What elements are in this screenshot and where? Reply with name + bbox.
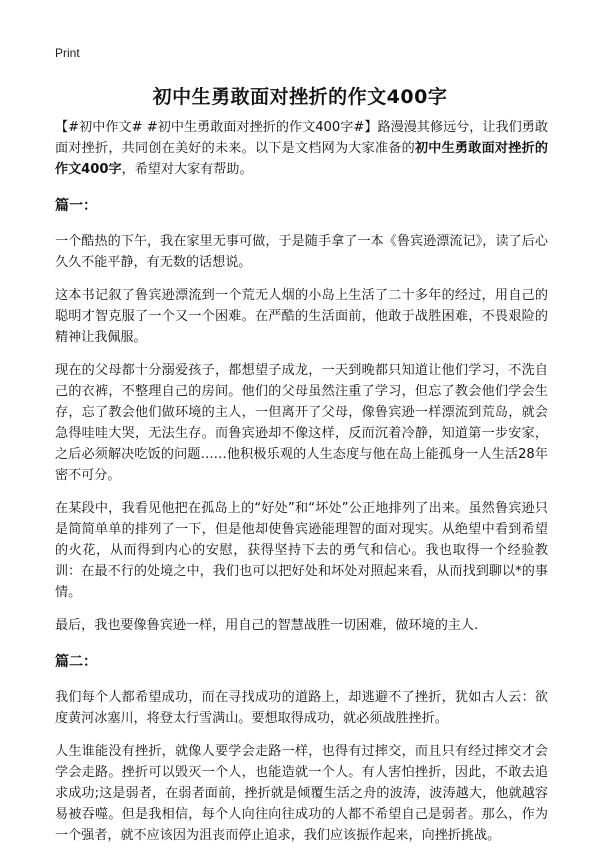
section-1-paragraph-3: 现在的父母都十分溺爱孩子，都想望子成龙，一天到晚都只知道让他们学习，不洗自己的衣裤，不整理自己的房间。他们的父母虽然注重了学习，但忘了教会他们学会生存，忘了教会他们做环境的主人，一但离开了父母，像鲁宾逊一样漂流到荒岛，就会急得哇哇大哭，无法生存。而鲁宾逊却不像这样，反而沉着冷静，知道第一步安家，之后必须解决吃饭的问题……他积极乐观的人生态度与他在岛上能孤身一人生活28年密不可分。: [55, 363, 548, 483]
article-body: [55, 117, 548, 858]
intro-highlight: 初中生勇敢面对挫折的作文400字: [55, 141, 549, 177]
intro-tag: 【#初中作文# #初中生勇敢面对挫折的作文400字#】: [55, 120, 378, 135]
section-1-paragraph-1: 一个酷热的下午，我在家里无事可做，于是随手拿了一本《鲁宾逊漂流记》，读了后心久久不能平静，有无数的话想说。: [55, 234, 548, 270]
section-1-paragraph-4: 在某段中，我看见他把在孤岛上的“好处”和“坏处”公正地排列了出来。虽然鲁宾逊只是简简单单的排列了一下，但是他却使鲁宾逊能理智的面对现实。从绝望中看到希望的火花，从而得到内心的安慰，获得坚持下去的勇气和信心。我也取得一个经验教训：在最不行的处境之中，我们也可以把好处和坏处对照起来看，从而找到聊以*的事情。: [55, 501, 548, 600]
section-1-paragraph-5: 最后，我也要像鲁宾逊一样，用自己的智慧战胜一切困难，做环境的主人.: [55, 618, 479, 633]
section-1-paragraph-2: 这本书记叙了鲁宾逊漂流到一个荒无人烟的小岛上生活了二十多年的经过，用自己的聪明才智克服了一个又一个困难。在严酷的生活面前，他敢于战胜困难，不畏艰险的精神让我佩服。: [55, 288, 548, 345]
intro-paragraph: [55, 117, 548, 180]
section-2-paragraph-1: 我们每个人都希望成功，而在寻找成功的道路上，却逃避不了挫折，犹如古人云：欲度黄河冰塞川，将登太行雪满山。要想取得成功，就必须战胜挫折。: [55, 690, 548, 726]
intro-text-2: ，希望对大家有帮助。: [121, 162, 253, 177]
section-2-paragraph-2: 人生谁能没有挫折，就像人要学会走路一样，也得有过摔交，而且只有经过摔交才会学会走路。挫折可以毁灭一个人，也能造就一个人。有人害怕挫折，因此，不敢去追求成功;这是弱者，在弱者面前，挫折就是倾覆生活之舟的波涛，波涛越大，他就越容易被吞噬。但是我相信，每个人向往向往成功的人都不希望自己是弱者。那么，作为一个强者，就不应该因为沮丧而停止追求，我们应该振作起来，向挫折挑战。: [55, 744, 548, 843]
intro-text-1: 路漫漫其修远兮，让我们勇敢面对挫折，共同创在美好的未来。以下是文档网为大家准备的: [55, 120, 549, 156]
section-heading-2: 篇二：: [55, 654, 97, 670]
section-heading-1: 篇一：: [55, 198, 97, 214]
page-title: 初中生勇敢面对挫折的作文400字: [152, 86, 448, 108]
print-link[interactable]: Print: [55, 46, 80, 60]
